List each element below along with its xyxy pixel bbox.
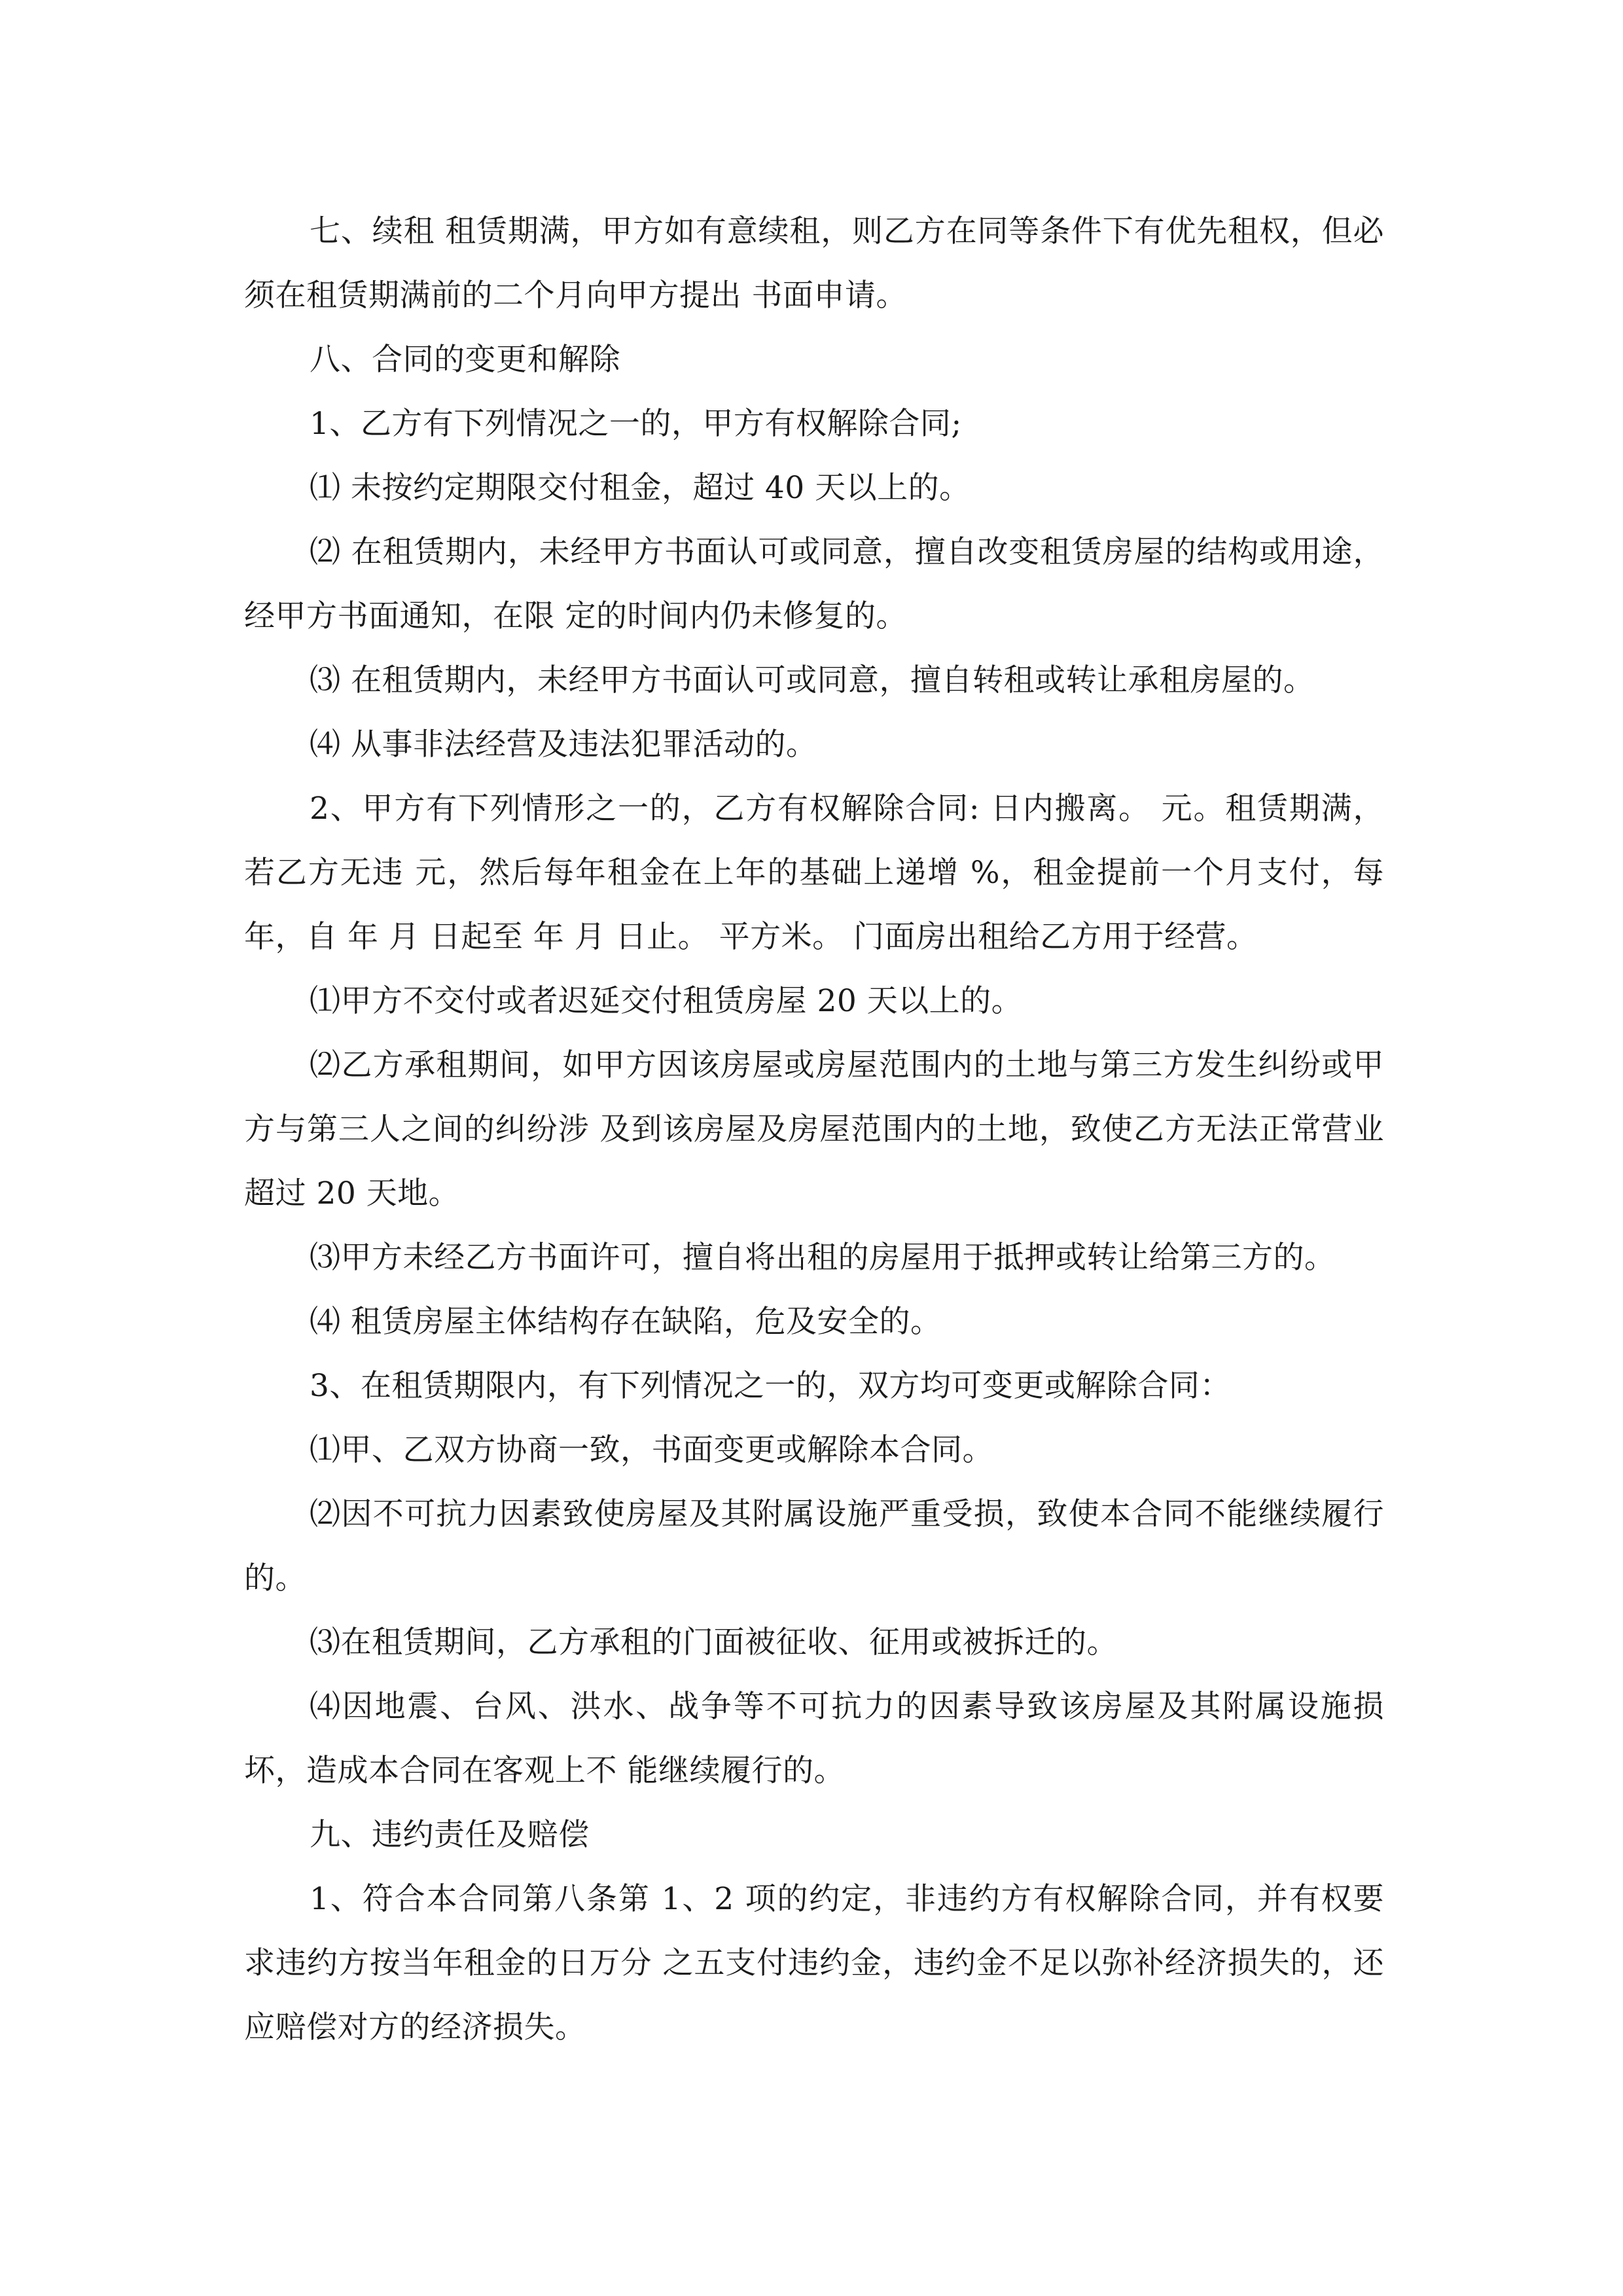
clause-8-2-item-2: ⑵乙方承租期间，如甲方因该房屋或房屋范围内的土地与第三方发生纠纷或甲方与第三人之间的纠纷涉 及到该房屋及房屋范围内的土地，致使乙方无法正常营业超过 20 天地。 bbox=[244, 1047, 1384, 1211]
section-9-heading: 九、违约责任及赔偿 bbox=[310, 1817, 590, 1853]
clause-8-3: 3、在租赁期限内，有下列情况之一的，双方均可变更或解除合同： bbox=[310, 1368, 1231, 1404]
section-8-heading: 八、合同的变更和解除 bbox=[310, 342, 620, 378]
clause-8-1-item-4: ⑷ 从事非法经营及违法犯罪活动的。 bbox=[310, 726, 817, 762]
clause-8-2: 2、甲方有下列情形之一的，乙方有权解除合同: 日内搬离。 元。租赁期满，若乙方无违 元，然后每年租金在上年的基础上递增 %，租金提前一个月支付，每年，自 年 月 日起至 年 月 日止。 平方米。 门面房出租给乙方用于经营。 bbox=[244, 791, 1384, 955]
clause-7-renewal: 七、续租 租赁期满，甲方如有意续租，则乙方在同等条件下有优先租权，但必须在租赁期满前的二个月向甲方提出 书面申请。 bbox=[244, 213, 1384, 314]
clause-9-1: 1、符合本合同第八条第 1、2 项的约定，非违约方有权解除合同，并有权要求违约方按当年租金的日万分 之五支付违约金，违约金不足以弥补经济损失的，还应赔偿对方的经济损失。 bbox=[244, 1881, 1384, 2045]
document-body bbox=[244, 200, 1384, 2060]
clause-8-2-item-3: ⑶甲方未经乙方书面许可，擅自将出租的房屋用于抵押或转让给第三方的。 bbox=[310, 1240, 1336, 1276]
clause-8-1-item-2: ⑵ 在租赁期内，未经甲方书面认可或同意，擅自改变租赁房屋的结构或用途，经甲方书面通知，在限 定的时间内仍未修复的。 bbox=[244, 534, 1384, 634]
clause-8-3-item-1: ⑴甲、乙双方协商一致，书面变更或解除本合同。 bbox=[310, 1432, 993, 1468]
clause-8-3-item-3: ⑶在租赁期间，乙方承租的门面被征收、征用或被拆迁的。 bbox=[310, 1624, 1118, 1660]
clause-8-2-item-4: ⑷ 租赁房屋主体结构存在缺陷，危及安全的。 bbox=[310, 1304, 942, 1340]
clause-8-1-item-3: ⑶ 在租赁期内，未经甲方书面认可或同意，擅自转租或转让承租房屋的。 bbox=[310, 662, 1315, 698]
clause-8-3-item-2: ⑵因不可抗力因素致使房屋及其附属设施严重受损，致使本合同不能继续履行的。 bbox=[244, 1496, 1384, 1596]
clause-8-1-item-1: ⑴ 未按约定期限交付租金，超过 40 天以上的。 bbox=[310, 470, 971, 506]
clause-8-3-item-4: ⑷因地震、台风、洪水、战争等不可抗力的因素导致该房屋及其附属设施损坏，造成本合同在客观上不 能继续履行的。 bbox=[244, 1689, 1384, 1789]
clause-8-2-item-1: ⑴甲方不交付或者迟延交付租赁房屋 20 天以上的。 bbox=[310, 983, 1023, 1019]
clause-8-1: 1、乙方有下列情况之一的，甲方有权解除合同; bbox=[310, 406, 962, 442]
